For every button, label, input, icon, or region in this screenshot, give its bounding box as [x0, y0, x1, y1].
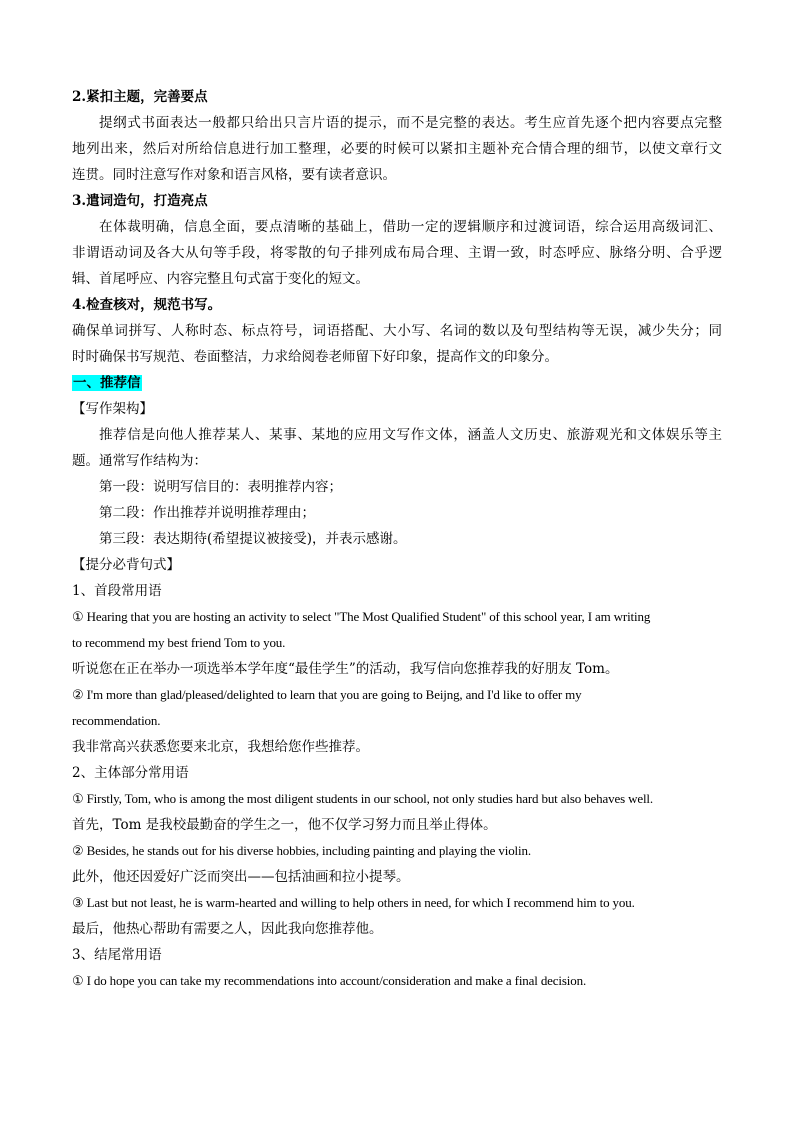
- intro-line-2: 题。通常写作结构为：: [72, 453, 207, 469]
- body-2-english: ② Besides, he stands out for his diverse hobbies, including painting and playing the violin.: [72, 843, 531, 858]
- document-page: [72, 84, 722, 994]
- body-1-chinese: 首先，Tom 是我校最勤奋的学生之一，他不仅学习努力而且举止得体。: [72, 817, 497, 833]
- phrases-label: 【提分必背句式】: [72, 557, 180, 573]
- section-3-text-line-1: 在体裁明确，信息全面，要点清晰的基础上，借助一定的逻辑顺序和过渡词语，综合运用高级词汇、: [99, 219, 722, 235]
- opening-2-english-line-1: ② I'm more than glad/pleased/delighted to learn that you are going to Beijng, and I'd like to offer my: [72, 687, 582, 702]
- section-4-title: 4.检查核对，规范书写。: [72, 297, 222, 313]
- body-3-english: ③ Last but not least, he is warm-hearted and willing to help others in need, for which I recommend him to you.: [72, 895, 635, 910]
- intro-line-1: 推荐信是向他人推荐某人、某事、某地的应用文写作文体，涵盖人文历史、旅游观光和文体娱乐等主: [99, 427, 722, 443]
- recommendation-heading: 一、推荐信: [73, 375, 141, 391]
- section-4-text-line-1: 确保单词拼写、人称时态、标点符号，词语搭配、大小写、名词的数以及句型结构等无误，减少失分；同: [72, 323, 722, 339]
- opening-label: 1、首段常用语: [72, 583, 162, 599]
- section-3-text-line-2: 非谓语动词及各大从句等手段，将零散的句子排列成布局合理、主谓一致，时态呼应、脉络分明、合乎逻: [72, 245, 722, 261]
- body-2-chinese: 此外，他还因爱好广泛而突出——包括油画和拉小提琴。: [72, 869, 410, 885]
- section-2-title: 2.紧扣主题，完善要点: [72, 89, 208, 105]
- structure-paragraph-2: 第二段：作出推荐并说明推荐理由；: [99, 505, 315, 521]
- body-3-chinese: 最后，他热心帮助有需要之人，因此我向您推荐他。: [72, 921, 383, 937]
- opening-1-chinese: 听说您在正在举办一项选举本学年度“最佳学生”的活动，我写信向您推荐我的好朋友 Tom。: [72, 661, 619, 677]
- structure-paragraph-1: 第一段：说明写信目的：表明推荐内容；: [99, 479, 342, 495]
- closing-label: 3、结尾常用语: [72, 947, 162, 963]
- section-3-text-line-3: 辑、首尾呼应、内容完整且句式富于变化的短文。: [72, 271, 369, 287]
- structure-label: 【写作架构】: [72, 401, 153, 417]
- opening-2-chinese: 我非常高兴获悉您要来北京，我想给您作些推荐。: [72, 739, 369, 755]
- opening-1-english-line-2: to recommend my best friend Tom to you.: [72, 635, 286, 650]
- section-2-text-line-2: 地列出来，然后对所给信息进行加工整理，必要的时候可以紧扣主题补充合情合理的细节，以使文章行文: [72, 141, 722, 157]
- section-2-text-line-3: 连贯。同时注意写作对象和语言风格，要有读者意识。: [72, 167, 396, 183]
- body-1-english: ① Firstly, Tom, who is among the most diligent students in our school, not only studies hard but also behaves well.: [72, 791, 653, 806]
- recommendation-heading-row: [72, 370, 722, 396]
- opening-2-english-line-2: recommendation.: [72, 713, 161, 728]
- structure-paragraph-3: 第三段：表达期待(希望提议被接受)，并表示感谢。: [99, 531, 407, 547]
- opening-1-english-line-1: ① Hearing that you are hosting an activity to select "The Most Qualified Student" of this school year, I am writing: [72, 609, 651, 624]
- closing-1-english: ① I do hope you can take my recommendations into account/consideration and make a final decision.: [72, 973, 587, 988]
- body-label: 2、主体部分常用语: [72, 765, 189, 781]
- section-4-text-line-2: 时时确保书写规范、卷面整洁，力求给阅卷老师留下好印象，提高作文的印象分。: [72, 349, 558, 365]
- section-2-text-line-1: 提纲式书面表达一般都只给出只言片语的提示，而不是完整的表达。考生应首先逐个把内容要点完整: [99, 115, 722, 131]
- section-3-title: 3.遣词造句，打造亮点: [72, 193, 208, 209]
